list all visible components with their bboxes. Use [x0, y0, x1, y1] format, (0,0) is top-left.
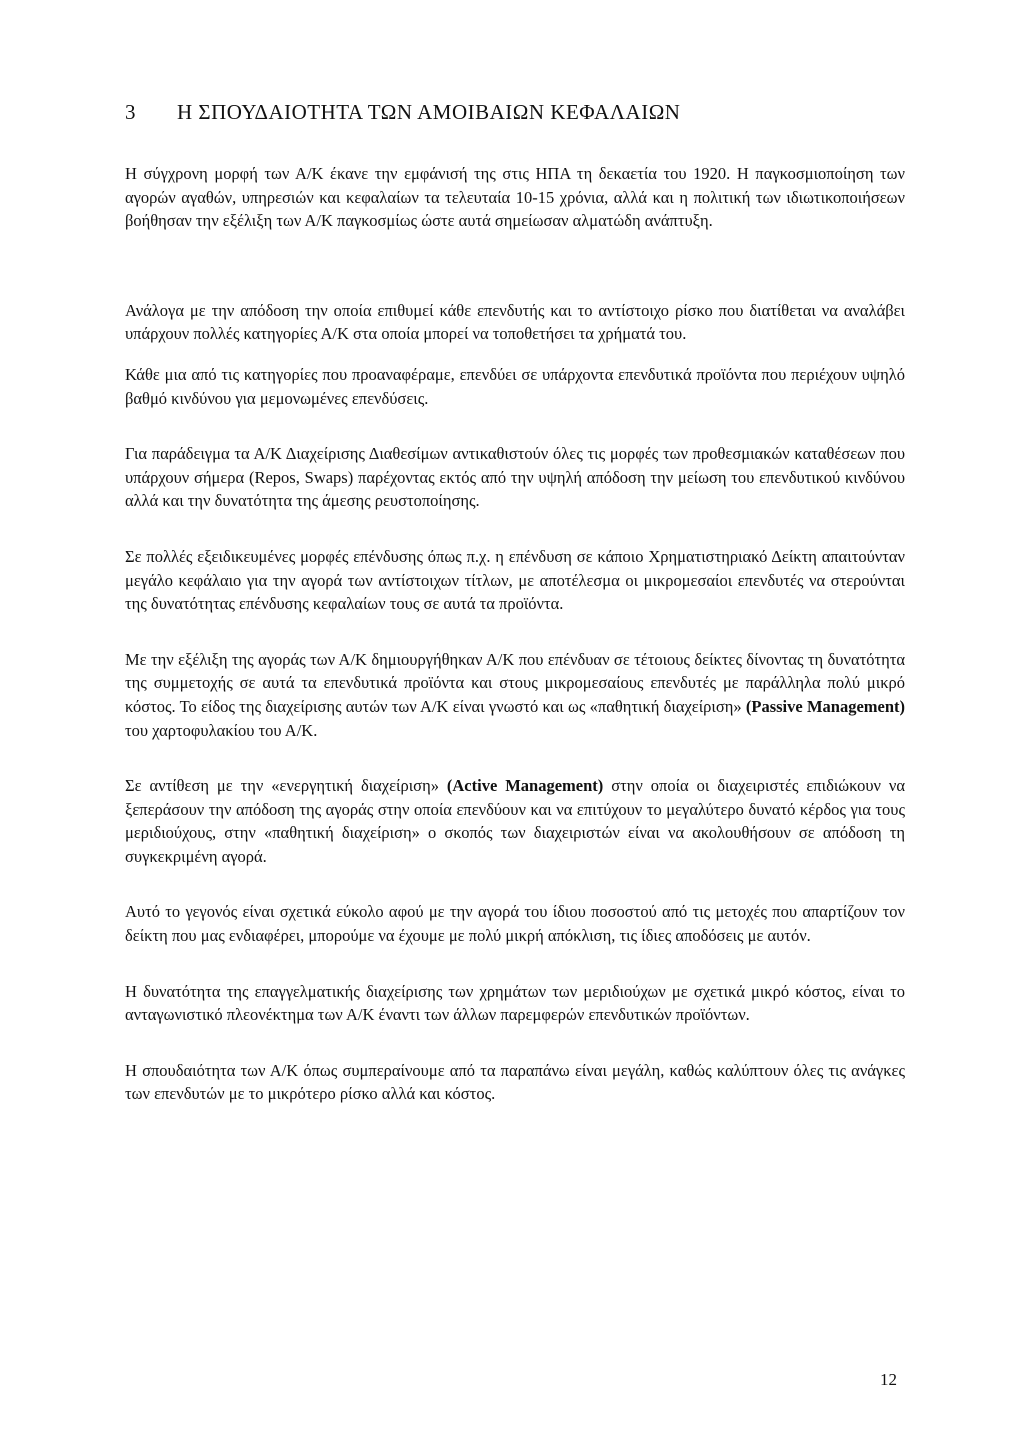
page-content: [125, 98, 905, 1138]
page-number: 12: [880, 1370, 897, 1389]
section-title: Η ΣΠΟΥΔΑΙΟΤΗΤΑ ΤΩΝ ΑΜΟΙΒΑΙΩΝ ΚΕΦΑΛΑΙΩΝ: [177, 100, 681, 124]
paragraph-5: Σε πολλές εξειδικευμένες μορφές επένδυσης όπως π.χ. η επένδυση σε κάποιο Χρηματιστηριακό Δείκτη απαιτούνταν μεγάλο κεφάλαιο για την αγορά των αντίστοιχων τίτλων, με αποτέλεσμα οι μικρομεσαίοι επενδυτές να στερούνται της δυνατότητας επένδυσης κεφαλαίων τους σε αυτά τα προϊόντα.: [125, 546, 905, 614]
paragraph-1: Η σύγχρονη μορφή των Α/Κ έκανε την εμφάνισή της στις ΗΠΑ τη δεκαετία του 1920. Η παγκοσμιοποίηση των αγορών αγαθών, υπηρεσιών και κεφαλαίων τα τελευταία 10-15 χρόνια, αλλά και η πολιτική των ιδιωτικοποιήσεων βοήθησαν την εξέλιξη των Α/Κ παγκοσμίως ώστε αυτά σημείωσαν αλματώδη ανάπτυξη.: [125, 164, 905, 231]
paragraph-7-text-c: στην οποία οι διαχειριστές επιδιώκουν να ξεπεράσουν την απόδοση της αγοράς στην οποία επενδύουν και να επιτύχουν το μεγαλύτερο δυνατό κέρδος για τους μεριδιούχους, στην «παθητική διαχείριση» ο σκοπός των διαχειριστών είναι να ακολουθήσουν σε απόδοση τη συγκεκριμένη αγορά.: [125, 776, 906, 866]
section-heading: [125, 98, 905, 126]
paragraph-7: [125, 774, 905, 868]
paragraph-6: [125, 648, 905, 742]
paragraph-8: Αυτό το γεγονός είναι σχετικά εύκολο αφού με την αγορά του ίδιου ποσοστού από τις μετοχές που απαρτίζουν τον δείκτη που μας ενδιαφέρει, μπορούμε να έχουμε με πολύ μικρή απόκλιση, τις ίδιες αποδόσεις με αυτόν.: [125, 902, 905, 946]
paragraph-6-text-a: Με την εξέλιξη της αγοράς των Α/Κ δημιουργήθηκαν Α/Κ που επένδυαν σε τέτοιους δείκτες δίνοντας τη δυνατότητα της συμμετοχής σε αυτά τα επενδυτικά προϊόντα και στους μικρομεσαίους επενδυτές με παράλληλα πολύ μικρό κόστος. Το είδος της διαχείρισης αυτών των Α/Κ είναι γνωστό και ως «παθητική διαχείριση»: [125, 649, 905, 716]
paragraph-6-text-c: του χαρτοφυλακίου του Α/Κ.: [125, 720, 318, 740]
paragraph-4: Για παράδειγμα τα Α/Κ Διαχείρισης Διαθεσίμων αντικαθιστούν όλες τις μορφές των προθεσμιακών καταθέσεων που υπάρχουν σήμερα (Repos, Swaps) παρέχοντας εκτός από την υψηλή απόδοση την μείωση του επενδυτικού κινδύνου αλλά και την δυνατότητα της άμεσης ρευστοποίησης.: [125, 444, 905, 511]
paragraph-7-text-a: Σε αντίθεση με την «ενεργητική διαχείριση»: [125, 776, 447, 796]
passive-management-term: (Passive Management): [745, 696, 905, 716]
paragraph-3: Κάθε μια από τις κατηγορίες που προαναφέραμε, επενδύει σε υπάρχοντα επενδυτικά προϊόντα που περιέχουν υψηλό βαθμό κινδύνου για μεμονωμένες επενδύσεις.: [125, 364, 905, 408]
paragraph-9: Η δυνατότητα της επαγγελματικής διαχείρισης των χρημάτων των μεριδιούχων με σχετικά μικρό κόστος, είναι το ανταγωνιστικό πλεονέκτημα των Α/Κ έναντι των άλλων παρεμφερών επενδυτικών προϊόντων.: [125, 981, 905, 1025]
active-management-term: (Active Management): [446, 776, 604, 796]
paragraph-2: Ανάλογα με την απόδοση την οποία επιθυμεί κάθε επενδυτής και το αντίστοιχο ρίσκο που διατίθεται να αναλάβει υπάρχουν πολλές κατηγορίες Α/Κ στα οποία μπορεί να τοποθετήσει τα χρήματά του.: [125, 300, 905, 344]
paragraph-10: Η σπουδαιότητα των Α/Κ όπως συμπεραίνουμε από τα παραπάνω είναι μεγάλη, καθώς καλύπτουν όλες τις ανάγκες των επενδυτών με το μικρότερο ρίσκο αλλά και κόστος.: [125, 1060, 905, 1104]
section-number: 3: [125, 100, 136, 124]
